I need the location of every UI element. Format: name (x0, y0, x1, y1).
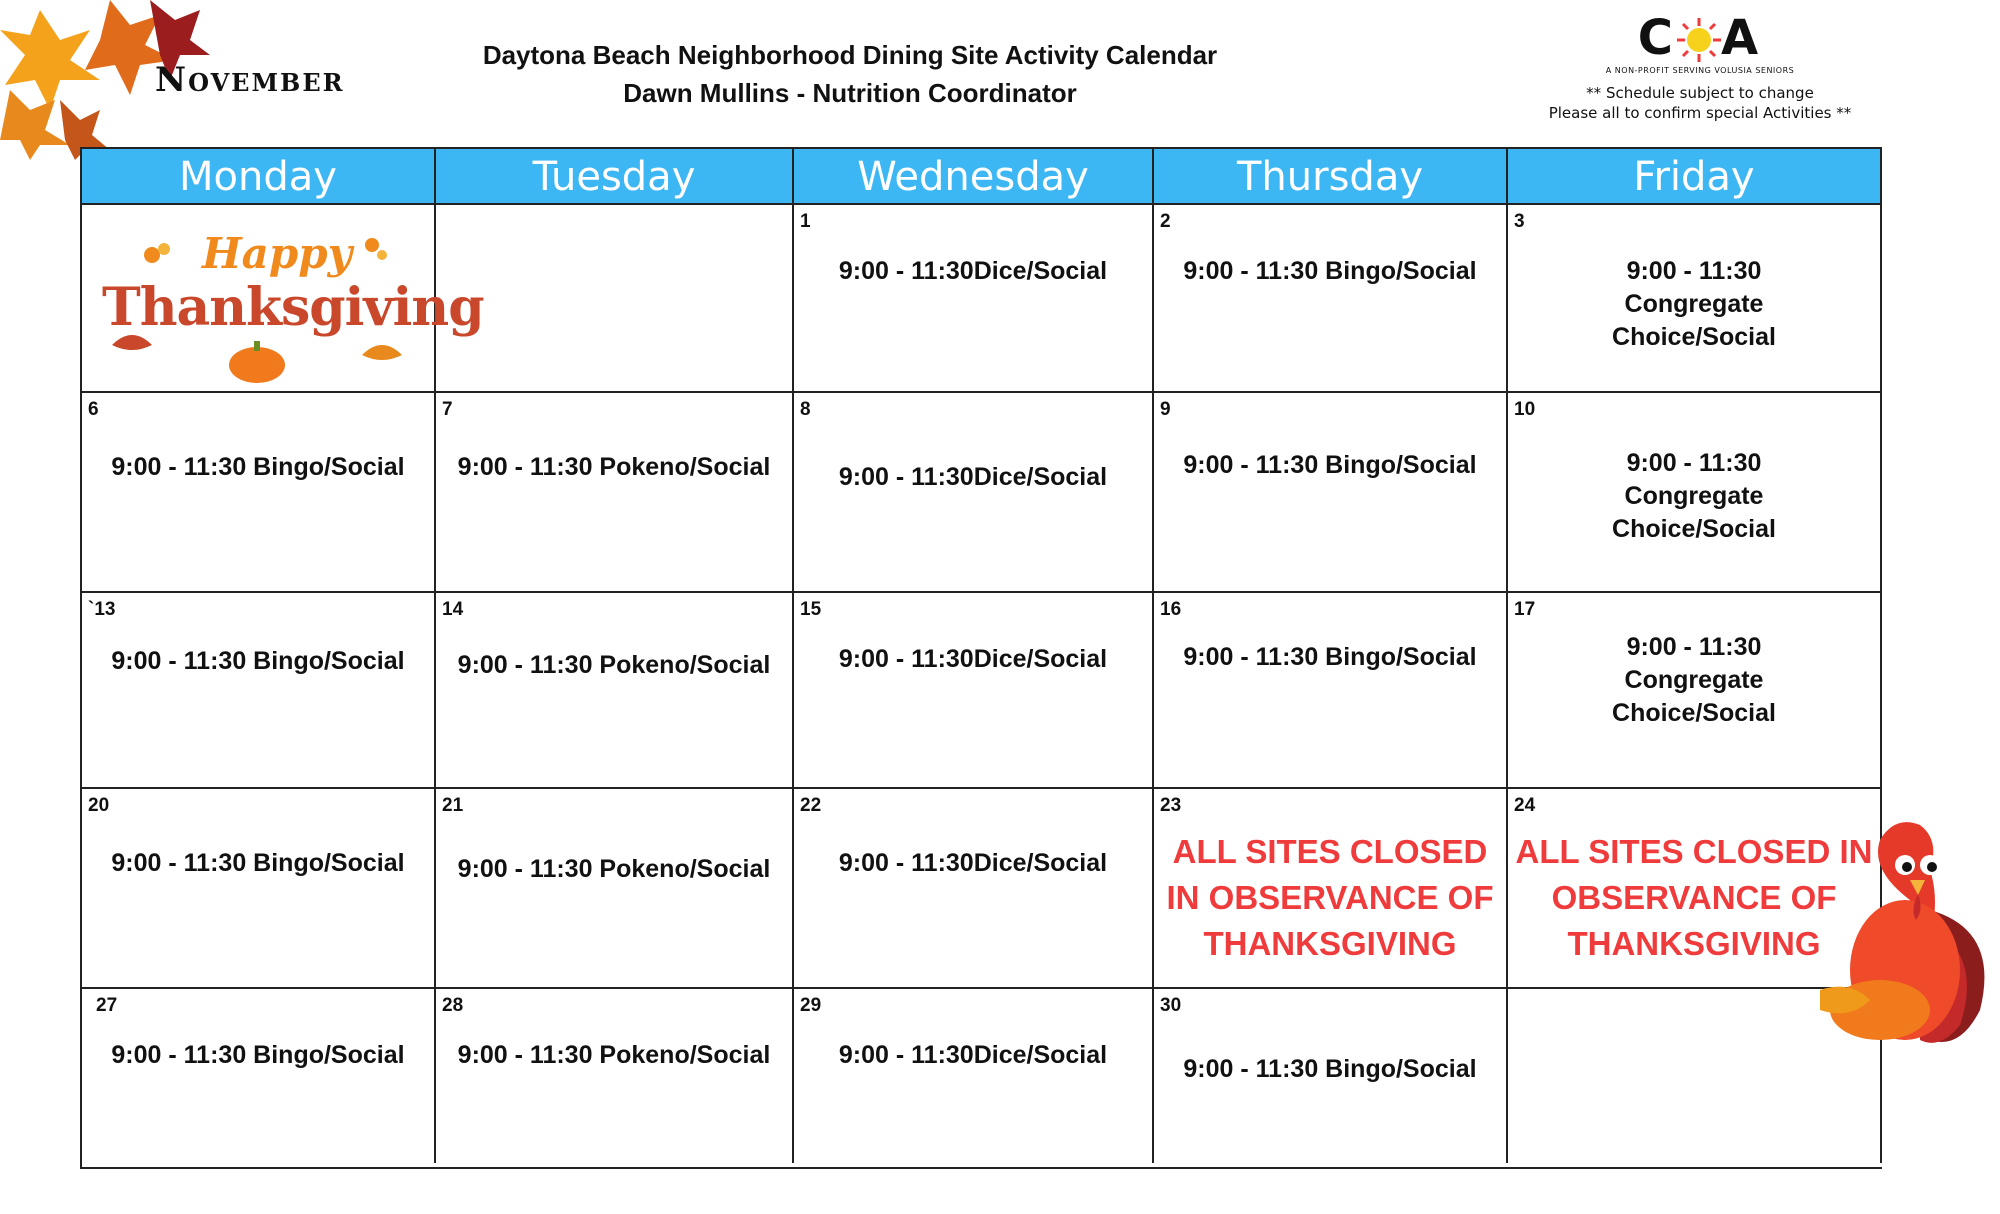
day-cell (82, 393, 436, 591)
header-wednesday: Wednesday (794, 147, 1154, 203)
day-number: 30 (1160, 995, 1182, 1016)
day-cell (1154, 989, 1508, 1163)
day-number: 1 (800, 211, 811, 232)
activity-text: 9:00 - 11:30 Bingo/Social (111, 453, 405, 481)
day-cell (794, 593, 1154, 787)
activity-text: 9:00 - 11:30 Bingo/Social (1183, 257, 1477, 285)
day-cell (1154, 789, 1508, 987)
thanksgiving-text: Thanksgiving (102, 277, 484, 338)
logo-tagline: A NON-PROFIT SERVING VOLUSIA SENIORS (1605, 66, 1795, 75)
activity-text: 9:00 - 11:30Dice/Social (838, 463, 1108, 491)
closed-notice: ALL SITES CLOSED IN OBSERVANCE OF THANKSGIVING (1515, 833, 1873, 962)
activity-text: 9:00 - 11:30 Bingo/Social (111, 1041, 405, 1069)
activity-text: 9:00 - 11:30Dice/Social (838, 849, 1108, 877)
weekday-header-row (82, 147, 1882, 203)
coordinator-name: Dawn Mullins - Nutrition Coordinator (623, 78, 1077, 108)
day-number: 17 (1514, 599, 1536, 620)
day-number: 24 (1514, 795, 1536, 816)
day-cell (82, 205, 484, 391)
activity-text: 9:00 - 11:30 Pokeno/Social (457, 453, 771, 481)
day-cell (436, 593, 794, 787)
day-cell (82, 989, 436, 1163)
day-cell (436, 205, 794, 391)
week-row (82, 391, 1882, 591)
day-number: 28 (442, 995, 464, 1016)
activity-text: 9:00 - 11:30 Bingo/Social (111, 849, 405, 877)
day-cell (1154, 593, 1508, 787)
calendar-grid (80, 147, 1882, 1169)
week-row (82, 591, 1882, 787)
day-number: 6 (88, 399, 99, 420)
closed-notice: ALL SITES CLOSED IN OBSERVANCE OF THANKSGIVING (1166, 833, 1494, 962)
week-row (82, 203, 1882, 391)
day-number: 22 (800, 795, 822, 816)
activity-text: 9:00 - 11:30 Pokeno/Social (457, 855, 771, 883)
day-cell (794, 989, 1154, 1163)
day-cell (794, 205, 1154, 391)
day-cell (1154, 205, 1508, 391)
calendar-title: Daytona Beach Neighborhood Dining Site Activity Calendar (482, 40, 1218, 70)
week-row (82, 787, 1882, 987)
day-cell (436, 393, 794, 591)
day-number: 10 (1514, 399, 1536, 420)
day-cell (794, 393, 1154, 591)
day-cell (1508, 205, 1882, 391)
activity-text: 9:00 - 11:30 Congregate Choice/Social (1612, 633, 1776, 727)
day-number: 20 (88, 795, 110, 816)
turkey-icon (1810, 810, 2000, 1070)
sun-icon (1677, 18, 1721, 62)
day-cell (794, 789, 1154, 987)
day-number: 27 (96, 995, 118, 1016)
coa-logo (1530, 10, 1870, 123)
activity-text: 9:00 - 11:30 Bingo/Social (111, 647, 405, 675)
day-number: 16 (1160, 599, 1182, 620)
day-number: 23 (1160, 795, 1182, 816)
calendar-title-block (480, 36, 1220, 112)
activity-text: 9:00 - 11:30 Pokeno/Social (457, 651, 771, 679)
happy-thanksgiving-graphic (92, 215, 484, 385)
day-number: 7 (442, 399, 453, 420)
month-title: November (155, 60, 345, 100)
activity-text: 9:00 - 11:30 Bingo/Social (1183, 1055, 1477, 1083)
day-number: 14 (442, 599, 464, 620)
day-cell (1508, 393, 1882, 591)
logo-wordmark: C A (1637, 10, 1763, 66)
day-number: 2 (1160, 211, 1171, 232)
header-monday: Monday (82, 147, 436, 203)
day-number: 9 (1160, 399, 1171, 420)
day-cell (1508, 593, 1882, 787)
activity-text: 9:00 - 11:30 Congregate Choice/Social (1612, 257, 1776, 351)
day-number: `13 (88, 599, 116, 620)
header-friday: Friday (1508, 147, 1882, 203)
schedule-note: ** Schedule subject to change (1586, 84, 1814, 102)
activity-text: 9:00 - 11:30Dice/Social (838, 1041, 1108, 1069)
day-cell (436, 789, 794, 987)
confirm-note: Please all to confirm special Activities ** (1548, 104, 1852, 122)
day-number: 8 (800, 399, 811, 420)
day-number: 21 (442, 795, 464, 816)
happy-text: Happy (202, 229, 353, 278)
header-thursday: Thursday (1154, 147, 1508, 203)
activity-text: 9:00 - 11:30 Bingo/Social (1183, 451, 1477, 479)
day-cell (82, 789, 436, 987)
activity-text: 9:00 - 11:30 Congregate Choice/Social (1612, 449, 1776, 543)
activity-text: 9:00 - 11:30Dice/Social (838, 645, 1108, 673)
day-number: 3 (1514, 211, 1525, 232)
week-row (82, 987, 1882, 1163)
day-cell (82, 593, 436, 787)
activity-text: 9:00 - 11:30Dice/Social (838, 257, 1108, 285)
day-number: 15 (800, 599, 822, 620)
header-tuesday: Tuesday (436, 147, 794, 203)
activity-text: 9:00 - 11:30 Bingo/Social (1183, 643, 1477, 671)
day-number: 29 (800, 995, 822, 1016)
activity-text: 9:00 - 11:30 Pokeno/Social (457, 1041, 771, 1069)
day-cell (436, 989, 794, 1163)
day-cell (1154, 393, 1508, 591)
